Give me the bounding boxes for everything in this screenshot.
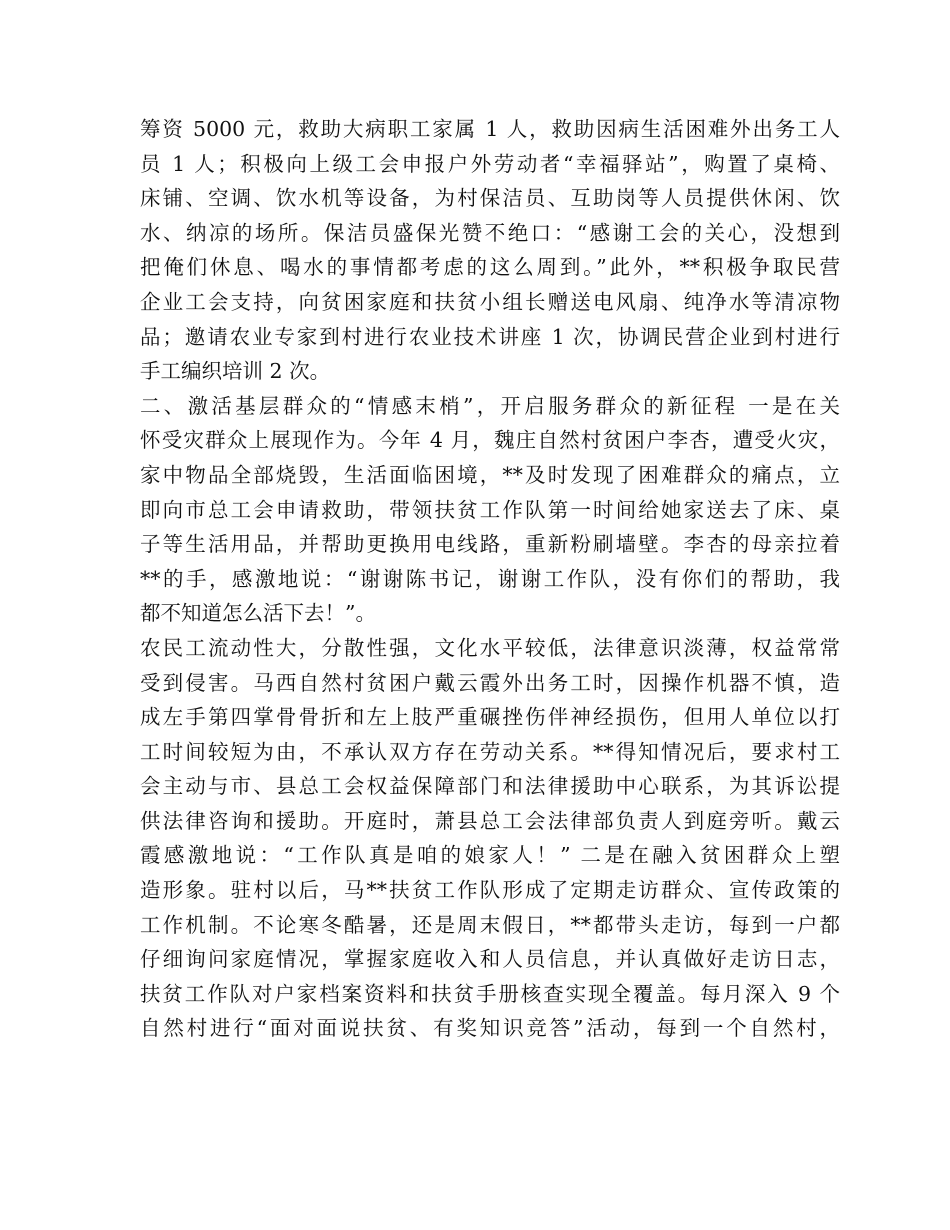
text-line: 怀受灾群众上展现作为。今年 4 月，魏庄自然村贫困户李杏，遭受火灾， (140, 428, 840, 453)
text-line: 扶贫工作队对户家档案资料和扶贫手册核查实现全覆盖。每月深入 9 个 (140, 981, 840, 1006)
text-line: 品；邀请农业专家到村进行农业技术讲座 1 次，协调民营企业到村进行 (140, 324, 840, 349)
text-line: 都不知道怎么活下去！”。 (140, 601, 376, 626)
text-line: 会主动与市、县总工会权益保障部门和法律援助中心联系，为其诉讼提 (140, 774, 840, 799)
text-line: 自然村进行“面对面说扶贫、有奖知识竞答”活动，每到一个自然村， (140, 1016, 840, 1041)
text-line: 企业工会支持，向贫困家庭和扶贫小组长赠送电风扇、纯净水等清凉物 (140, 289, 840, 314)
text-line: 水、纳凉的场所。保洁员盛保光赞不绝口：“感谢工会的关心，没想到 (140, 220, 840, 245)
text-line: 把俺们休息、喝水的事情都考虑的这么周到。”此外，**积极争取民营 (140, 255, 840, 280)
text-line: 床铺、空调、饮水机等设备，为村保洁员、互助岗等人员提供休闲、饮 (140, 186, 840, 211)
text-line: 受到侵害。马西自然村贫困户戴云霞外出务工时，因操作机器不慎，造 (140, 670, 840, 695)
text-line: 农民工流动性大，分散性强，文化水平较低，法律意识淡薄，权益常常 (140, 635, 840, 660)
text-line: 家中物品全部烧毁，生活面临困境，**及时发现了困难群众的痛点，立 (140, 462, 840, 487)
text-line: 工时间较短为由，不承认双方存在劳动关系。**得知情况后，要求村工 (140, 739, 840, 764)
text-line: 仔细询问家庭情况，掌握家庭收入和人员信息，并认真做好走访日志， (140, 947, 840, 972)
text-line: 员 1 人；积极向上级工会申报户外劳动者“幸福驿站”，购置了桌椅、 (140, 151, 840, 176)
text-line: 成左手第四掌骨骨折和左上肢严重碾挫伤伴神经损伤，但用人单位以打 (140, 705, 840, 730)
text-line: 即向市总工会申请救助，带领扶贫工作队第一时间给她家送去了床、桌 (140, 497, 840, 522)
body-text (140, 112, 840, 1046)
text-line: 工作机制。不论寒冬酷暑，还是周末假日，**都带头走访，每到一户都 (140, 912, 840, 937)
text-line: 霞感激地说：“工作队真是咱的娘家人！” 二是在融入贫困群众上塑 (140, 843, 840, 868)
text-line: 供法律咨询和援助。开庭时，萧县总工会法律部负责人到庭旁听。戴云 (140, 808, 840, 833)
text-line: 筹资 5000 元，救助大病职工家属 1 人，救助因病生活困难外出务工人 (140, 117, 840, 141)
text-line: 手工编织培训 2 次。 (140, 359, 331, 384)
text-line: 二、激活基层群众的“情感末梢”，开启服务群众的新征程 一是在关 (140, 393, 840, 418)
text-line: **的手，感激地说：“谢谢陈书记，谢谢工作队，没有你们的帮助，我 (140, 566, 840, 591)
text-line: 造形象。驻村以后，马**扶贫工作队形成了定期走访群众、宣传政策的 (140, 878, 840, 903)
text-line: 子等生活用品，并帮助更换用电线路，重新粉刷墙壁。李杏的母亲拉着 (140, 532, 840, 557)
